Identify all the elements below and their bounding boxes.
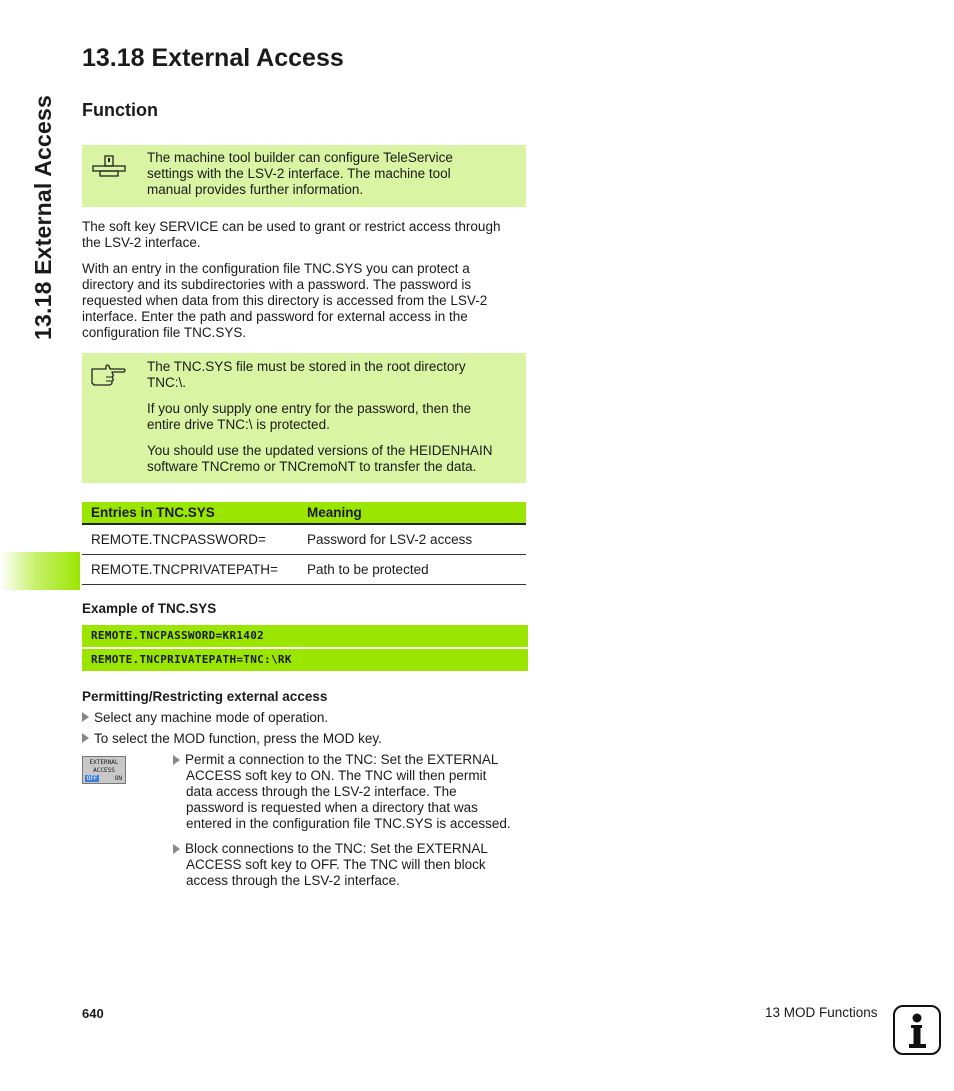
- note-line: entire drive TNC:\ is protected.: [147, 417, 330, 432]
- table-cell: Path to be protected: [298, 555, 526, 585]
- procedure-step: [82, 731, 382, 747]
- text-line: requested when data from this directory is accessed from the LSV-2: [82, 293, 488, 308]
- note-line: The machine tool builder can configure TeleService: [147, 150, 453, 165]
- softkey-off-state: OFF: [86, 775, 98, 782]
- page-number: 640: [82, 1006, 104, 1021]
- table-cell: Password for LSV-2 access: [298, 524, 526, 555]
- text-line: configuration file TNC.SYS.: [82, 325, 247, 340]
- step-text: To select the MOD function, press the MOD key.: [94, 731, 382, 746]
- step-text: Select any machine mode of operation.: [94, 710, 329, 725]
- softkey-substep: [173, 752, 533, 832]
- step-text: password is requested when a directory that was: [186, 800, 478, 815]
- step-text: Block connections to the TNC: Set the EXTERNAL: [185, 841, 488, 856]
- footer-chapter: 13 MOD Functions: [765, 1005, 878, 1020]
- arrow-bullet-icon: [82, 712, 89, 722]
- note-item: [147, 401, 516, 433]
- note-item: [147, 359, 516, 391]
- note-line: software TNCremo or TNCremoNT to transfer the data.: [147, 459, 477, 474]
- machine-builder-note: [82, 145, 526, 207]
- column-header: Meaning: [298, 502, 526, 524]
- procedure-heading: Permitting/Restricting external access: [82, 689, 328, 704]
- table-row: [82, 555, 526, 585]
- column-header: Entries in TNC.SYS: [82, 502, 298, 524]
- table-header-row: [82, 502, 526, 524]
- text-line: interface. Enter the path and password for external access in the: [82, 309, 468, 324]
- table-cell: REMOTE.TNCPASSWORD=: [82, 524, 298, 555]
- text-line: The soft key SERVICE can be used to grant or restrict access through: [82, 219, 501, 234]
- code-text: REMOTE.TNCPRIVATEPATH=TNC:\RK: [91, 653, 292, 666]
- arrow-bullet-icon: [173, 755, 180, 765]
- step-text: entered in the configuration file TNC.SYS is accessed.: [186, 816, 511, 831]
- code-text: REMOTE.TNCPASSWORD=KR1402: [91, 629, 265, 642]
- procedure-step: [82, 710, 328, 726]
- paragraph-softkey-service: [82, 219, 527, 251]
- text-line: directory and its subdirectories with a password. The password is: [82, 277, 472, 292]
- code-line: [82, 649, 528, 671]
- text-line: With an entry in the configuration file TNC.SYS you can protect a: [82, 261, 470, 276]
- step-text: data access through the LSV-2 interface. The: [186, 784, 457, 799]
- step-text: Permit a connection to the TNC: Set the EXTERNAL: [185, 752, 499, 767]
- step-text: ACCESS soft key to ON. The TNC will then permit: [186, 768, 487, 783]
- step-text: ACCESS soft key to OFF. The TNC will then block: [186, 857, 486, 872]
- note-line: manual provides further information.: [147, 182, 364, 197]
- note-line: The TNC.SYS file must be stored in the root directory: [147, 359, 466, 374]
- chapter-tab-marker: [0, 552, 80, 590]
- machine-builder-icon: [92, 155, 126, 186]
- paragraph-tnc-sys: [82, 261, 527, 341]
- note-line: If you only supply one entry for the password, then the: [147, 401, 472, 416]
- section-heading: Function: [82, 100, 158, 120]
- step-text: access through the LSV-2 interface.: [186, 873, 400, 888]
- text-line: the LSV-2 interface.: [82, 235, 201, 250]
- tnc-sys-note: [82, 353, 526, 483]
- softkey-on-state: ON: [114, 775, 122, 782]
- softkey-label: EXTERNAL: [89, 759, 119, 766]
- note-item: [147, 443, 516, 475]
- tnc-sys-entries-table: [82, 502, 526, 585]
- note-line: You should use the updated versions of the HEIDENHAIN: [147, 443, 493, 458]
- arrow-bullet-icon: [173, 844, 180, 854]
- info-icon: [893, 1005, 941, 1055]
- sidebar-chapter-title: 13.18 External Access: [30, 94, 56, 340]
- page-title: 13.18 External Access: [82, 44, 344, 72]
- note-line: TNC:\.: [147, 375, 186, 390]
- code-line: [82, 625, 528, 647]
- example-heading: Example of TNC.SYS: [82, 601, 217, 616]
- softkey-label: ACCESS: [93, 767, 115, 774]
- table-cell: REMOTE.TNCPRIVATEPATH=: [82, 555, 298, 585]
- table-row: [82, 524, 526, 555]
- note-line: settings with the LSV-2 interface. The machine tool: [147, 166, 451, 181]
- pointing-hand-icon: [90, 363, 128, 392]
- external-access-softkey[interactable]: [82, 756, 126, 784]
- softkey-substep: [173, 841, 533, 889]
- arrow-bullet-icon: [82, 733, 89, 743]
